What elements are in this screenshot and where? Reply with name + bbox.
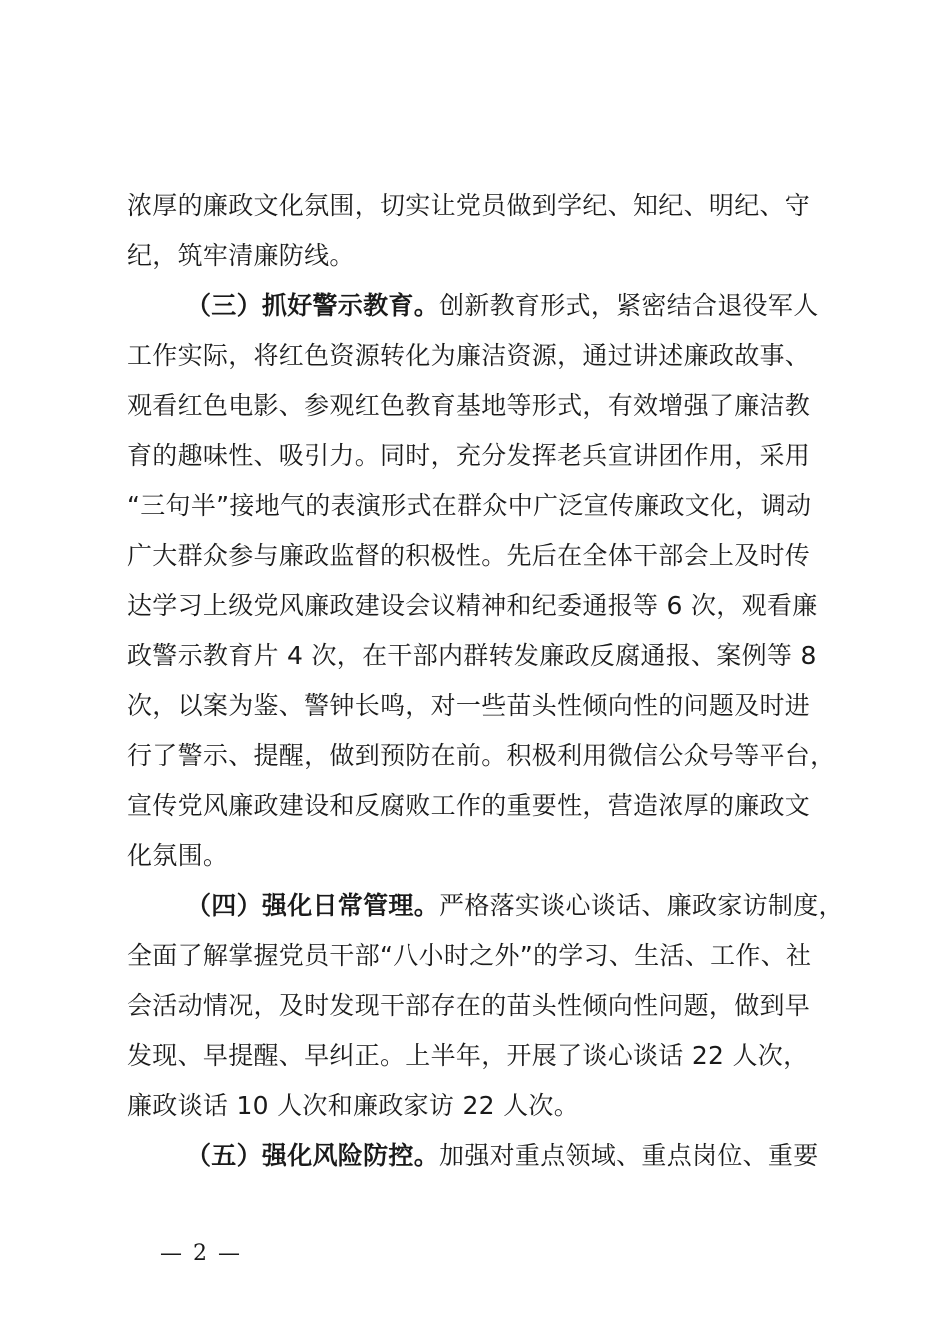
section-5-heading: （五）强化风险防控。 — [186, 1141, 440, 1170]
paragraph-line: 行了警示、提醒，做到预防在前。积极利用微信公众号等平台， — [127, 741, 836, 770]
paragraph-line: 发现、早提醒、早纠正。上半年，开展了谈心谈话 22 人次， — [127, 1041, 809, 1070]
section-4-heading: （四）强化日常管理。 — [186, 891, 440, 920]
page-number: — 2 — — [160, 1241, 242, 1266]
paragraph-line: 化氛围。 — [127, 841, 229, 870]
paragraph-line: 浓厚的廉政文化氛围，切实让党员做到学纪、知纪、明纪、守 — [127, 191, 811, 220]
paragraph-text: 创新教育形式，紧密结合退役军人 — [439, 291, 819, 320]
paragraph-line: 会活动情况，及时发现干部存在的苗头性倾向性问题，做到早 — [127, 991, 811, 1020]
paragraph-line: 宣传党风廉政建设和反腐败工作的重要性，营造浓厚的廉政文 — [127, 791, 811, 820]
paragraph-text: 严格落实谈心谈话、廉政家访制度， — [439, 891, 844, 920]
paragraph-line: 纪，筑牢清廉防线。 — [127, 241, 355, 270]
section-3-heading: （三）抓好警示教育。 — [186, 291, 440, 320]
paragraph-line: 育的趣味性、吸引力。同时，充分发挥老兵宣讲团作用，采用 — [127, 441, 811, 470]
paragraph-text: 加强对重点领域、重点岗位、重要 — [439, 1141, 819, 1170]
paragraph-line: 达学习上级党风廉政建设会议精神和纪委通报等 6 次，观看廉 — [127, 591, 818, 620]
paragraph-line: 廉政谈话 10 人次和廉政家访 22 人次。 — [127, 1091, 580, 1120]
paragraph-line: 次，以案为鉴、警钟长鸣，对一些苗头性倾向性的问题及时进 — [127, 691, 811, 720]
paragraph-line: 广大群众参与廉政监督的积极性。先后在全体干部会上及时传 — [127, 541, 811, 570]
paragraph-line: 政警示教育片 4 次，在干部内群转发廉政反腐通报、案例等 8 — [127, 641, 817, 670]
section-4-first-line — [186, 881, 844, 931]
paragraph-line: 观看红色电影、参观红色教育基地等形式，有效增强了廉洁教 — [127, 391, 811, 420]
paragraph-line: 工作实际，将红色资源转化为廉洁资源，通过讲述廉政故事、 — [127, 341, 811, 370]
section-3-first-line — [186, 281, 819, 331]
section-5-first-line — [186, 1131, 819, 1181]
paragraph-line: “三句半”接地气的表演形式在群众中广泛宣传廉政文化，调动 — [127, 491, 812, 520]
paragraph-line: 全面了解掌握党员干部“八小时之外”的学习、生活、工作、社 — [127, 941, 812, 970]
